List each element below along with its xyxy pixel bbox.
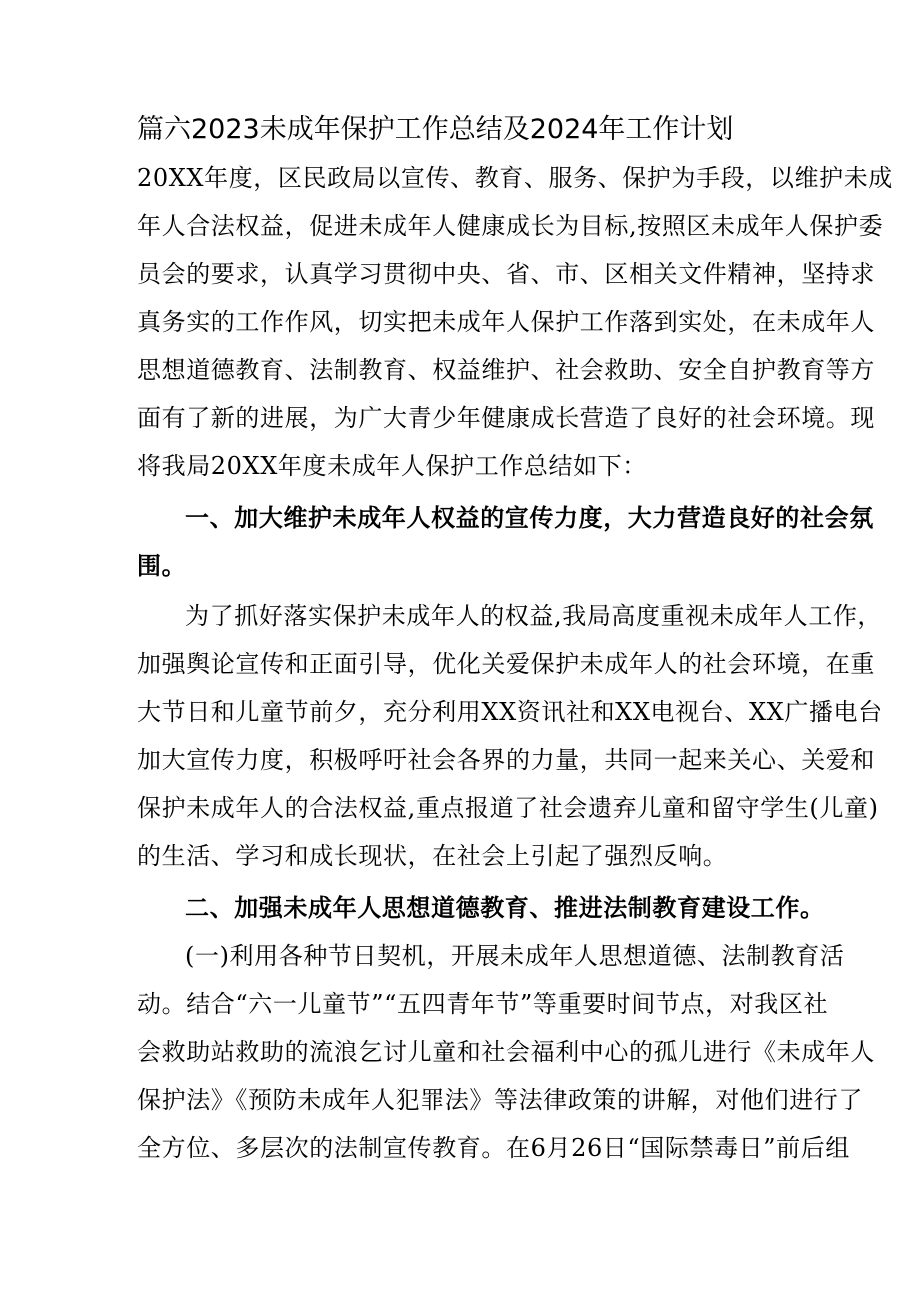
body-line-6: 面有了新的进展，为广大青少年健康成长营造了良好的社会环境。现 (137, 404, 875, 432)
body-line-14: (一)利用各种节日契机，开展未成年人思想道德、法制教育活 (185, 942, 845, 970)
section-heading-1: 一、加大维护未成年人权益的宣传力度，大力营造良好的社会氛 (185, 504, 874, 532)
body-line-13: 的生活、学习和成长现状，在社会上引起了强烈反响。 (137, 842, 728, 870)
body-line-8: 为了抓好落实保护未成年人的权益,我局高度重视未成年人工作， (185, 602, 883, 630)
section-heading-1-cont: 围。 (137, 552, 187, 580)
body-line-10: 大节日和儿童节前夕，充分利用XX资讯社和XX电视台、XX广播电台 (137, 698, 883, 726)
body-line-12: 保护未成年人的合法权益,重点报道了社会遗弃儿童和留守学生(儿童) (137, 794, 879, 822)
section-heading-2: 二、加强未成年人思想道德教育、推进法制教育建设工作。 (185, 894, 825, 922)
body-line-11: 加大宣传力度，积极呼吁社会各界的力量，共同一起来关心、关爱和 (137, 746, 875, 774)
body-line-5: 思想道德教育、法制教育、权益维护、社会救助、安全自护教育等方 (137, 356, 875, 384)
body-line-3: 员会的要求，认真学习贯彻中央、省、市、区相关文件精神，坚持求 (137, 260, 875, 288)
body-line-15: 动。结合“六一儿童节”“五四青年节”等重要时间节点，对我区社 (137, 990, 829, 1018)
document-title: 篇六2023未成年保护工作总结及2024年工作计划 (137, 114, 734, 145)
body-line-9: 加强舆论宣传和正面引导，优化关爱保护未成年人的社会环境，在重 (137, 650, 875, 678)
body-line-16: 会救助站救助的流浪乞讨儿童和社会福利中心的孤儿进行《未成年人 (137, 1038, 875, 1066)
body-line-1: 20XX年度，区民政局以宣传、教育、服务、保护为手段，以维护未成 (137, 164, 893, 192)
body-line-17: 保护法》《预防未成年人犯罪法》等法律政策的讲解，对他们进行了 (137, 1086, 863, 1114)
body-line-7: 将我局20XX年度未成年人保护工作总结如下： (137, 452, 647, 480)
body-line-18: 全方位、多层次的法制宣传教育。在6月26日“国际禁毒日”前后组 (137, 1134, 850, 1162)
body-line-4: 真务实的工作作风，切实把未成年人保护工作落到实处，在未成年人 (137, 308, 875, 336)
body-line-2: 年人合法权益，促进未成年人健康成长为目标,按照区未成年人保护委 (137, 212, 884, 240)
